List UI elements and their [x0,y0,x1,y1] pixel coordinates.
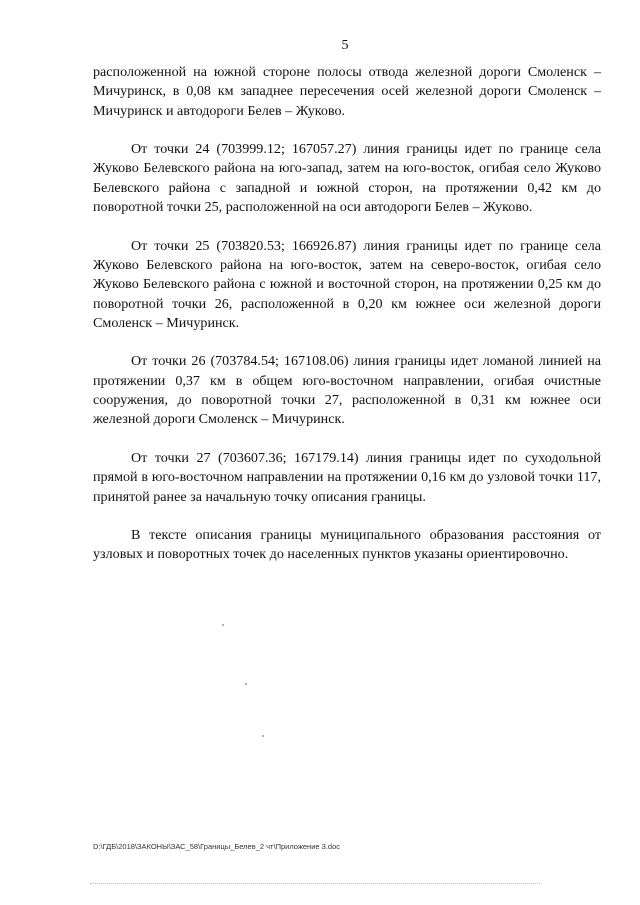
page-number: 5 [341,38,349,53]
paragraph-point-25: От точки 25 (703820.53; 166926.87) линия границы идет по границе села Жуково Белевского района на юго-восток, затем на северо-восток, огибая село Жуково Белевского района с южной и восточной сторон, на протяжении 0,25 км до поворотной точки 26, расположенной в 0,20 км южнее оси железной дороги Смоленск – Мичуринск. [93,237,601,331]
paragraph-point-24: От точки 24 (703999.12; 167057.27) линия границы идет по границе села Жуково Белевского района на юго-запад, затем на юго-восток, огибая село Жуково Белевского района с западной и южной сторон, на протяжении 0,42 км до поворотной точки 25, расположенной на оси автодороги Белев – Жуково. [93,141,601,216]
file-path-footer: D:\ГДБ\2018\ЗАКОНЫ\ЗАС_58\Границы_Белев_2 чт\Приложение 3.doc [93,842,340,851]
document-body [93,63,601,584]
paragraph-continuation: расположенной на южной стороне полосы отвода железной дороги Смоленск – Мичуринск, в 0,08 км западнее пересечения осей железной дороги Смоленск – Мичуринск и автодороги Белев – Жуково. [93,64,601,119]
paragraph-point-27: От точки 27 (703607.36; 167179.14) линия границы идет по суходольной прямой в юго-восточном направлении на протяжении 0,16 км до узловой точки 117, принятой ранее за начальную точку описания границы. [93,449,601,505]
paragraph-point-26: От точки 26 (703784.54; 167108.06) линия границы идет ломаной линией на протяжении 0,37 км в общем юго-восточном направлении, огибая очистные сооружения, до поворотной точки 27, расположенной в 0,31 км южнее оси железной дороги Смоленск – Мичуринск. [93,353,601,428]
scan-speck [262,735,264,737]
scan-speck [222,624,224,626]
scan-speck [245,683,247,685]
scan-edge-noise [90,883,540,886]
paragraph-closing-note: В тексте описания границы муниципального образования расстояния от узловых и поворотных точек до населенных пунктов указаны ориентировочно. [93,527,601,563]
